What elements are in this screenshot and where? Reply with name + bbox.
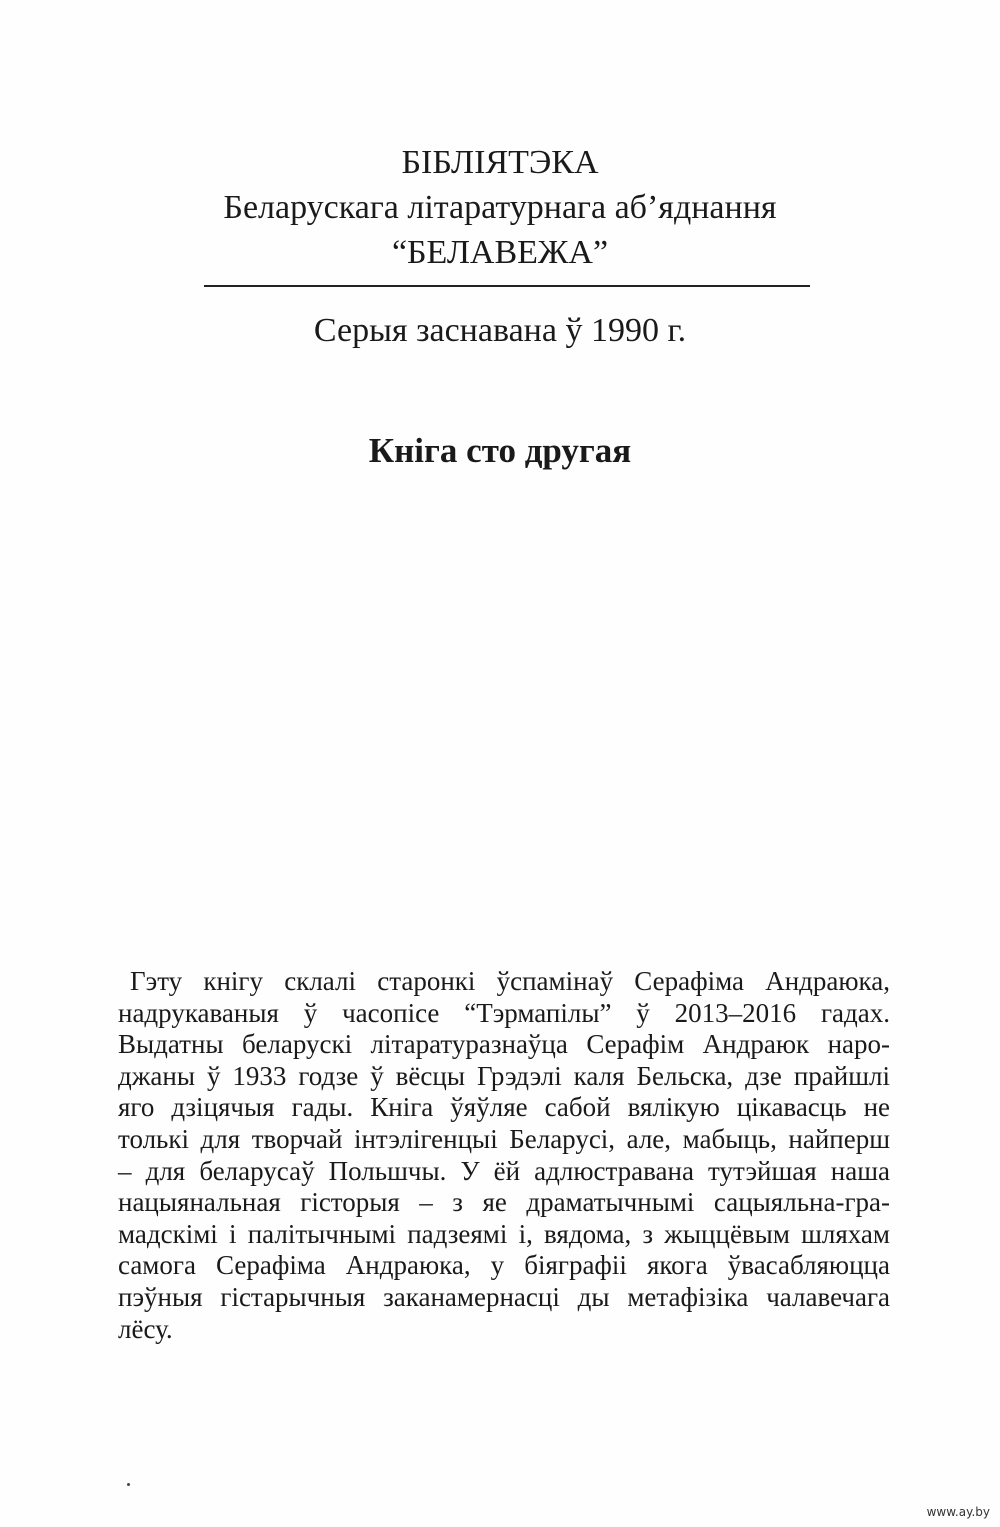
association-title: Беларускага літаратурнага аб’яднання: [223, 189, 777, 226]
association-name: “БЕЛАВЕЖА”: [391, 234, 609, 271]
book-number-title: Кніга сто другая: [368, 431, 632, 470]
site-watermark: www.ay.by: [926, 1505, 990, 1519]
header-divider: [204, 285, 810, 287]
annotation-line: джаны ў 1933 годзе ў вёсцы Грэдэлі каля Бельска, дзе прайшлі: [118, 1060, 890, 1091]
annotation-line: лёсу.: [118, 1313, 173, 1344]
library-title: БІБЛІЯТЭКА: [401, 144, 599, 181]
annotation-line: толькі для творчай інтэлігенцыі Беларусі, але, мабыць, найперш: [118, 1123, 890, 1154]
series-founded-note: Серыя заснавана ў 1990 г.: [313, 312, 687, 349]
annotation-line: надрукаваныя ў часопісе “Тэрмапілы” ў 2013–2016 гадах.: [118, 997, 890, 1028]
annotation-line: нацыянальная гісторыя – з яе драматычнымі сацыяльна-гра-: [118, 1187, 890, 1218]
annotation-paragraph: [118, 966, 890, 1345]
annotation-line: Выдатны беларускі літаратуразнаўца Серафім Андраюк наро-: [118, 1029, 890, 1060]
annotation-line: пэўныя гістарычныя заканамернасці ды метафізіка чалавечага: [118, 1281, 890, 1312]
annotation-line: яго дзіцячыя гады. Кніга ўяўляе сабой вялікую цікавасць не: [118, 1092, 890, 1123]
annotation-line: мадскімі і палітычнымі падзеямі і, вядома, з жыццёвым шляхам: [118, 1218, 890, 1249]
series-header: [0, 140, 1000, 275]
annotation-line: самога Серафіма Андраюка, у біяграфіі якога ўвасабляюцца: [118, 1250, 890, 1281]
scan-speck: [127, 1483, 130, 1486]
annotation-line: – для беларусаў Польшчы. У ёй адлюстравана тутэйшая наша: [118, 1155, 890, 1186]
annotation-line: Гэту кнігу склалі старонкі ўспамінаў Серафіма Андраюка,: [130, 966, 890, 996]
